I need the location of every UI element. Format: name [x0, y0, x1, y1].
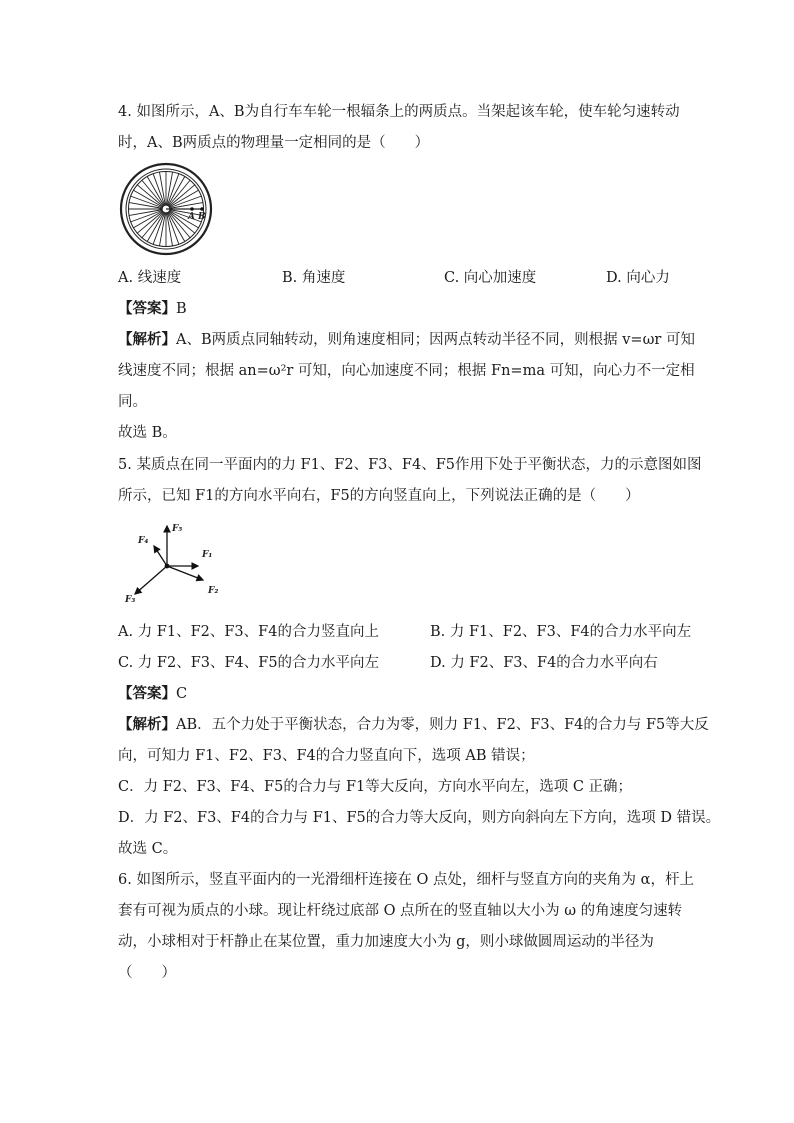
q5-analysis-line-4: D．力 F2、F3、F4的合力与 F1、F5的合力等大反向，则方向斜向左下方向，选项 D 错误。 — [118, 810, 721, 826]
q6-stem-line-1: 6. 如图所示，竖直平面内的一光滑细杆连接在 O 点处，细杆与竖直方向的夹角为 α，杆上 — [118, 872, 694, 888]
q5-stem-line-2: 所示，已知 F1的方向水平向右，F5的方向竖直向上，下列说法正确的是（ ） — [118, 488, 640, 504]
analysis-text: A、B两质点同轴转动，则角速度相同；因两点转动半径不同，则根据 v=ωr 可知 — [176, 332, 695, 348]
q5-option-c: C. 力 F2、F3、F4、F5的合力水平向左 — [118, 655, 380, 671]
q6-stem-line-4: （ ） — [118, 965, 176, 981]
q4-stem-line-2: 时，A、B两质点的物理量一定相同的是（ ） — [118, 135, 430, 151]
answer-value: B — [176, 301, 187, 317]
f5-label: F₅ — [172, 524, 183, 534]
point-a-label: A — [188, 212, 195, 222]
analysis-tag: 【解析】 — [118, 331, 176, 348]
f4-label: F₄ — [138, 536, 149, 546]
q4-answer — [118, 299, 187, 319]
answer-value: C — [176, 686, 188, 702]
q4-stem-line-1: 4. 如图所示，A、B为自行车车轮一根辐条上的两质点。当架起该车轮，使车轮匀速转动 — [118, 104, 680, 120]
q5-conclusion: 故选 C。 — [118, 841, 178, 857]
q4-analysis-line-3: 同。 — [118, 394, 147, 410]
q4-conclusion: 故选 B。 — [118, 425, 177, 441]
q5-option-d: D. 力 F2、F3、F4的合力水平向右 — [430, 655, 658, 671]
q5-stem-line-1: 5. 某质点在同一平面内的力 F1、F2、F3、F4、F5作用下处于平衡状态，力的示意图如图 — [118, 457, 702, 473]
q6-stem-line-3: 动，小球相对于杆静止在某位置，重力加速度大小为 g，则小球做圆周运动的半径为 — [118, 934, 654, 950]
q5-analysis-line-3: C．力 F2、F3、F4、F5的合力与 F1等大反向，方向水平向左，选项 C 正确； — [118, 779, 633, 795]
answer-tag: 【答案】 — [118, 300, 176, 317]
q4-option-a: A. 线速度 — [118, 270, 182, 286]
q5-answer — [118, 684, 187, 704]
analysis-text: AB．五个力处于平衡状态，合力为零，则力 F1、F2、F3、F4的合力与 F5等大反 — [176, 717, 709, 733]
q6-stem-line-2: 套有可视为质点的小球。现让杆绕过底部 O 点所在的竖直轴以大小为 ω 的角速度匀速转 — [118, 903, 683, 919]
q4-option-c: C. 向心加速度 — [444, 270, 537, 286]
force-diagram-figure — [122, 516, 232, 608]
q4-analysis-line-2: 线速度不同；根据 an=ω²r 可知，向心加速度不同；根据 Fn=ma 可知，向心力不一定相 — [118, 363, 695, 379]
q4-analysis-line-1 — [118, 330, 695, 350]
analysis-tag: 【解析】 — [118, 716, 176, 733]
point-b-label: B — [198, 212, 206, 222]
q5-analysis-line-1 — [118, 715, 709, 735]
f3-label: F₃ — [125, 595, 136, 605]
q5-analysis-line-2: 向，可知力 F1、F2、F3、F4的合力竖直向下，选项 AB 错误； — [118, 748, 535, 764]
q4-option-d: D. 向心力 — [606, 270, 670, 286]
answer-tag: 【答案】 — [118, 685, 176, 702]
f1-label: F₁ — [202, 550, 213, 560]
f2-label: F₂ — [208, 586, 219, 596]
q5-option-b: B. 力 F1、F2、F3、F4的合力水平向左 — [430, 624, 692, 640]
bicycle-wheel-figure — [118, 162, 216, 260]
q5-option-a: A. 力 F1、F2、F3、F4的合力竖直向上 — [118, 624, 379, 640]
q4-option-b: B. 角速度 — [282, 270, 346, 286]
